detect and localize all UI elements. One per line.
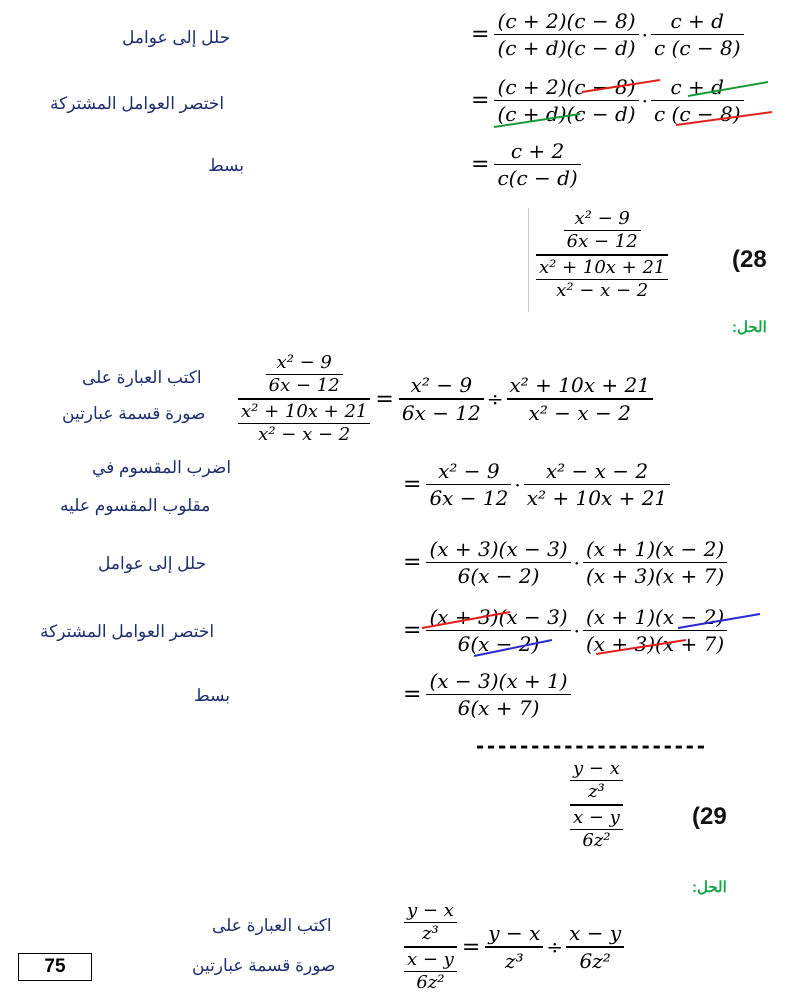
- fraction: $\frac{\text{x² − x − 2}}{\text{x² + 10x + 21}}$: [524, 458, 670, 511]
- step-label-simplify-28: بسط: [194, 686, 231, 705]
- fraction: $\frac{y - x}{\text{z³}}$: [404, 900, 457, 945]
- problem-28-expression: [536, 208, 668, 302]
- fraction: $\frac{(x + 3)(x - 3)}{6(x - 2)}$: [426, 536, 570, 589]
- fraction: $\frac{(x - 3)(x + 1)}{6(x + 7)}$: [426, 668, 570, 721]
- fraction: $\frac{y - x}{\text{z³}}$: [485, 920, 543, 973]
- top-cancel-expression: = $\frac{(c + 2)(c - 8)}{(c + d)(c - d)}$ · $\frac{c + d}{c (c - 8)}$: [466, 74, 744, 127]
- top-simplified-expression: = $\frac{c + 2}{c(c - d)}$: [466, 138, 581, 191]
- fraction: $\frac{\text{x² + 10x + 21}}{\text{x² − x − 2}}$: [238, 401, 370, 446]
- fraction: $\frac{(x + 1)(x - 2)}{(x + 3)(x + 7)}$: [583, 604, 727, 657]
- problem-number-29: 29): [692, 803, 727, 830]
- fraction: $\frac{x - y}{\text{6z²}}$: [570, 807, 623, 852]
- p28-step1-expression: $\frac{\text{x² − 9}}{6x - 12}$ $\frac{\text{x² + 10x + 21}}{\text{x² − x − 2}}$ = $\frac{\text{x² − 9}}{6x - 12}$ ÷ $\frac{\text{x² + 10x + 21}}{\text{x² − x − 2}}$: [238, 352, 653, 446]
- fraction: $\frac{c + d}{c (c - 8)}$: [651, 8, 744, 61]
- fraction: $\frac{(c + 2)(c - 8)}{(c + d)(c - d)}$: [494, 74, 638, 127]
- fraction: $\frac{\text{x² − 9}}{6x - 12}$: [564, 208, 641, 253]
- p28-step4-expression: = $\frac{(x + 3)(x - 3)}{6(x - 2)}$ · $\frac{(x + 1)(x - 2)}{(x + 3)(x + 7)}$: [398, 604, 727, 657]
- fraction: $\frac{(x + 1)(x - 2)}{(x + 3)(x + 7)}$: [583, 536, 727, 589]
- fraction: $\frac{\text{x² − 9}}{6x - 12}$: [266, 352, 343, 397]
- step-label-cancel: اختصر العوامل المشتركة: [50, 94, 225, 113]
- p29-step1-expression: $\frac{y - x}{\text{z³}}$ $\frac{x - y}{\text{6z²}}$ = $\frac{y - x}{\text{z³}}$ ÷ $\frac{x - y}{\text{6z²}}$: [404, 900, 624, 994]
- fraction: $\frac{\text{x² − 9}}{6x - 12}$: [399, 372, 484, 425]
- fraction: $\frac{x - y}{\text{6z²}}$: [566, 920, 624, 973]
- divider-line: [528, 208, 529, 312]
- fraction: $\frac{y - x}{\text{z³}}$: [570, 758, 623, 803]
- step-label-write-2: صورة قسمة عبارتين: [62, 404, 206, 423]
- fraction: $\frac{c + d}{c (c - 8)}$: [651, 74, 744, 127]
- step-label-mult-1: اضرب المقسوم في: [92, 458, 232, 477]
- fraction: $\frac{c + 2}{c(c - d)}$: [494, 138, 580, 191]
- problem-number-28: 28): [732, 246, 767, 273]
- p28-step2-expression: = $\frac{\text{x² − 9}}{6x - 12}$ · $\frac{\text{x² − x − 2}}{\text{x² + 10x + 21}}$: [398, 458, 670, 511]
- step-label-factor: حلل إلى عوامل: [122, 28, 231, 47]
- step-label-cancel-28: اختصر العوامل المشتركة: [40, 622, 215, 641]
- step-label-factor-28: حلل إلى عوامل: [98, 554, 207, 573]
- top-factored-expression: = $\frac{(c + 2)(c - 8)}{(c + d)(c - d)}$ · $\frac{c + d}{c (c - 8)}$: [466, 8, 744, 61]
- p28-step5-expression: = $\frac{(x - 3)(x + 1)}{6(x + 7)}$: [398, 668, 571, 721]
- solution-heading-29: الحل:: [692, 879, 727, 896]
- problem-29-expression: [570, 758, 623, 852]
- fraction: $\frac{(c + 2)(c - 8)}{(c + d)(c - d)}$: [494, 8, 638, 61]
- step-label-simplify: بسط: [208, 156, 245, 175]
- solution-heading: الحل:: [732, 319, 767, 336]
- page-number: 75: [18, 953, 92, 981]
- step-label-mult-2: مقلوب المقسوم عليه: [60, 496, 211, 515]
- step-label-write-1-29: اكتب العبارة على: [212, 916, 332, 935]
- separator-line: ---------------------: [474, 734, 706, 758]
- fraction: $\frac{\text{x² + 10x + 21}}{\text{x² − x − 2}}$: [507, 372, 653, 425]
- fraction: $\frac{(x + 3)(x - 3)}{6(x - 2)}$: [426, 604, 570, 657]
- fraction: $\frac{\text{x² + 10x + 21}}{\text{x² − x − 2}}$: [536, 257, 668, 302]
- fraction: $\frac{x - y}{\text{6z²}}$: [404, 949, 457, 994]
- p28-step3-expression: = $\frac{(x + 3)(x - 3)}{6(x - 2)}$ · $\frac{(x + 1)(x - 2)}{(x + 3)(x + 7)}$: [398, 536, 727, 589]
- step-label-write-1: اكتب العبارة على: [82, 368, 202, 387]
- fraction: $\frac{\text{x² − 9}}{6x - 12}$: [426, 458, 511, 511]
- step-label-write-2-29: صورة قسمة عبارتين: [192, 956, 336, 975]
